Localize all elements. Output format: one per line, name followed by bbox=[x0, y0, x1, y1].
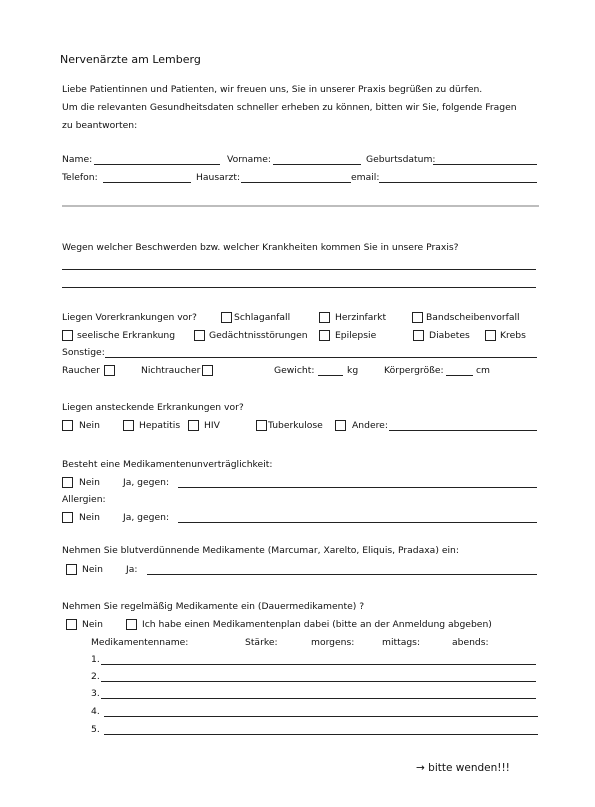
checkbox-hepatitis[interactable] bbox=[123, 420, 134, 431]
checkbox-herzinfarkt[interactable] bbox=[319, 312, 330, 323]
name-field[interactable] bbox=[94, 164, 220, 165]
intro-line-3: zu beantworten: bbox=[62, 120, 138, 131]
intolerance-nein: Nein bbox=[79, 477, 100, 488]
infectious-hepatitis: Hepatitis bbox=[139, 420, 181, 431]
checkbox-bloodthinner-nein[interactable] bbox=[66, 564, 77, 575]
vorname-label: Vorname: bbox=[227, 154, 271, 165]
option-krebs: Krebs bbox=[500, 330, 526, 341]
vorname-field[interactable] bbox=[273, 164, 361, 165]
medication-row-line[interactable] bbox=[101, 681, 536, 682]
option-epilepsie: Epilepsie bbox=[335, 330, 377, 341]
medication-row-number: 1. bbox=[91, 654, 100, 665]
telefon-label: Telefon: bbox=[62, 172, 98, 183]
checkbox-regular-nein[interactable] bbox=[66, 619, 77, 630]
infectious-nein: Nein bbox=[79, 420, 100, 431]
checkbox-gedaechtnisstoerungen[interactable] bbox=[194, 330, 205, 341]
allergies-label: Allergien: bbox=[62, 494, 106, 505]
email-label: email: bbox=[351, 172, 380, 183]
raucher-label: Raucher bbox=[62, 365, 100, 376]
infectious-andere: Andere: bbox=[352, 420, 388, 431]
hausarzt-label: Hausarzt: bbox=[196, 172, 241, 183]
checkbox-infectious-nein[interactable] bbox=[62, 420, 73, 431]
checkbox-schlaganfall[interactable] bbox=[221, 312, 232, 323]
preconditions-question: Liegen Vorerkrankungen vor? bbox=[62, 312, 197, 323]
option-seelische-erkrankung: seelische Erkrankung bbox=[77, 330, 176, 341]
nichtraucher-label: Nichtraucher bbox=[141, 365, 201, 376]
regular-nein: Nein bbox=[82, 619, 103, 630]
medication-plan-label: Ich habe einen Medikamentenplan dabei (bitte an der Anmeldung abgeben) bbox=[142, 619, 492, 630]
infectious-hiv: HIV bbox=[204, 420, 220, 431]
hausarzt-field[interactable] bbox=[241, 182, 351, 183]
telefon-field[interactable] bbox=[103, 182, 191, 183]
option-bandscheibenvorfall: Bandscheibenvorfall bbox=[426, 312, 520, 323]
regular-question: Nehmen Sie regelmäßig Medikamente ein (Dauermedikamente) ? bbox=[62, 601, 365, 612]
option-gedaechtnisstoerungen: Gedächtnisstörungen bbox=[209, 330, 308, 341]
option-schlaganfall: Schlaganfall bbox=[234, 312, 291, 323]
allergies-field[interactable] bbox=[178, 522, 537, 523]
checkbox-medication-plan[interactable] bbox=[126, 619, 137, 630]
column-mittags: mittags: bbox=[382, 637, 421, 648]
medication-row-line[interactable] bbox=[101, 698, 536, 699]
page-title: Nervenärzte am Lemberg bbox=[60, 53, 201, 66]
cm-unit: cm bbox=[476, 365, 491, 376]
andere-field[interactable] bbox=[389, 430, 537, 431]
intro-line-2: Um die relevanten Gesundheitsdaten schneller erheben zu können, bitten wir Sie, folgende Fragen bbox=[62, 102, 517, 113]
checkbox-raucher[interactable] bbox=[104, 365, 115, 376]
infectious-question: Liegen ansteckende Erkrankungen vor? bbox=[62, 402, 244, 413]
column-abends: abends: bbox=[452, 637, 489, 648]
sonstige-label: Sonstige: bbox=[62, 347, 105, 358]
intolerance-ja: Ja, gegen: bbox=[123, 477, 170, 488]
footer-note bbox=[416, 762, 510, 774]
medication-row-line[interactable] bbox=[104, 716, 538, 717]
geburtsdatum-label: Geburtsdatum: bbox=[366, 154, 436, 165]
medication-row-line[interactable] bbox=[101, 664, 536, 665]
email-field[interactable] bbox=[379, 182, 537, 183]
infectious-tuberkulose: Tuberkulose bbox=[268, 420, 323, 431]
medication-row-number: 2. bbox=[91, 671, 100, 682]
gewicht-field[interactable] bbox=[318, 375, 343, 376]
intolerance-field[interactable] bbox=[178, 487, 537, 488]
medication-row-number: 5. bbox=[91, 724, 100, 735]
allergies-ja: Ja, gegen: bbox=[123, 512, 170, 523]
checkbox-krebs[interactable] bbox=[485, 330, 496, 341]
groesse-field[interactable] bbox=[446, 375, 473, 376]
checkbox-andere[interactable] bbox=[335, 420, 346, 431]
allergies-nein: Nein bbox=[79, 512, 100, 523]
name-label: Name: bbox=[62, 154, 93, 165]
groesse-label: Körpergröße: bbox=[384, 365, 444, 376]
checkbox-tuberkulose[interactable] bbox=[256, 420, 267, 431]
kg-unit: kg bbox=[347, 365, 359, 376]
option-diabetes: Diabetes bbox=[429, 330, 470, 341]
complaints-line-1[interactable] bbox=[62, 269, 536, 270]
medication-row-line[interactable] bbox=[104, 734, 538, 735]
sonstige-field[interactable] bbox=[105, 357, 537, 358]
gewicht-label: Gewicht: bbox=[274, 365, 315, 376]
checkbox-hiv[interactable] bbox=[188, 420, 199, 431]
checkbox-intolerance-nein[interactable] bbox=[62, 477, 73, 488]
checkbox-diabetes[interactable] bbox=[413, 330, 424, 341]
checkbox-seelische-erkrankung[interactable] bbox=[62, 330, 73, 341]
bloodthinner-ja: Ja: bbox=[126, 564, 138, 575]
medication-row-number: 4. bbox=[91, 706, 100, 717]
column-staerke: Stärke: bbox=[245, 637, 278, 648]
checkbox-allergies-nein[interactable] bbox=[62, 512, 73, 523]
bloodthinner-field[interactable] bbox=[147, 574, 537, 575]
complaints-question: Wegen welcher Beschwerden bzw. welcher Krankheiten kommen Sie in unsere Praxis? bbox=[62, 242, 459, 253]
intolerance-question: Besteht eine Medikamentenunverträglichkeit: bbox=[62, 459, 273, 470]
section-divider bbox=[62, 205, 539, 207]
checkbox-nichtraucher[interactable] bbox=[202, 365, 213, 376]
checkbox-bandscheibenvorfall[interactable] bbox=[412, 312, 423, 323]
geburtsdatum-field[interactable] bbox=[433, 164, 537, 165]
arrow-right-icon: → bbox=[416, 762, 425, 774]
bloodthinner-nein: Nein bbox=[82, 564, 103, 575]
checkbox-epilepsie[interactable] bbox=[319, 330, 330, 341]
option-herzinfarkt: Herzinfarkt bbox=[335, 312, 387, 323]
column-morgens: morgens: bbox=[311, 637, 355, 648]
medication-row-number: 3. bbox=[91, 688, 100, 699]
footer-text: bitte wenden!!! bbox=[428, 762, 510, 774]
intro-line-1: Liebe Patientinnen und Patienten, wir freuen uns, Sie in unserer Praxis begrüßen zu dürfen. bbox=[62, 84, 483, 95]
column-medikamentenname: Medikamentenname: bbox=[91, 637, 189, 648]
complaints-line-2[interactable] bbox=[62, 287, 536, 288]
bloodthinner-question: Nehmen Sie blutverdünnende Medikamente (Marcumar, Xarelto, Eliquis, Pradaxa) ein: bbox=[62, 545, 459, 556]
